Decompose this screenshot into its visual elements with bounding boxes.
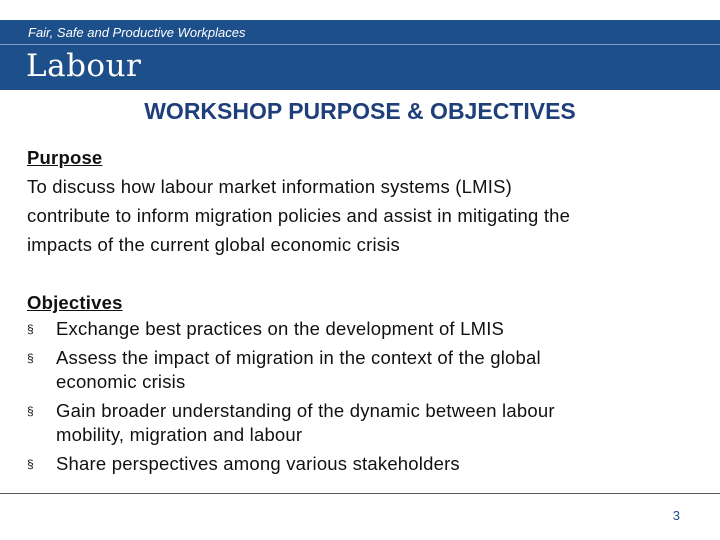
objective-line: Assess the impact of migration in the context of the global [56, 347, 541, 368]
purpose-heading: Purpose [27, 147, 103, 168]
objective-item [27, 452, 697, 476]
objective-line: Share perspectives among various stakeholders [56, 453, 460, 474]
objective-line: Exchange best practices on the development of LMIS [56, 318, 505, 339]
purpose-line: impacts of the current global economic crisis [27, 234, 400, 255]
objective-line: mobility, migration and labour [56, 424, 303, 445]
purpose-line: contribute to inform migration policies and assist in mitigating the [27, 205, 571, 226]
header-banner [0, 20, 720, 90]
brand-wordmark: Labour [26, 48, 142, 84]
objective-item [27, 346, 697, 394]
objective-line: economic crisis [56, 371, 186, 392]
objective-item [27, 399, 697, 447]
purpose-text [27, 172, 697, 259]
slide-body [27, 143, 697, 481]
purpose-line: To discuss how labour market information systems (LMIS) [27, 176, 512, 197]
header-divider [0, 44, 720, 45]
bullet-icon: § [27, 322, 34, 336]
bullet-icon: § [27, 457, 34, 471]
bullet-icon: § [27, 404, 34, 418]
header-tagline: Fair, Safe and Productive Workplaces [28, 25, 246, 40]
objectives-list [27, 317, 697, 476]
page-number: 3 [672, 508, 680, 523]
footer-divider [0, 493, 720, 494]
section-spacer [27, 259, 697, 288]
objectives-heading: Objectives [27, 292, 123, 313]
objective-item [27, 317, 697, 341]
slide-title: WORKSHOP PURPOSE & OBJECTIVES [144, 98, 576, 124]
bullet-icon: § [27, 351, 34, 365]
objective-line: Gain broader understanding of the dynamic between labour [56, 400, 555, 421]
